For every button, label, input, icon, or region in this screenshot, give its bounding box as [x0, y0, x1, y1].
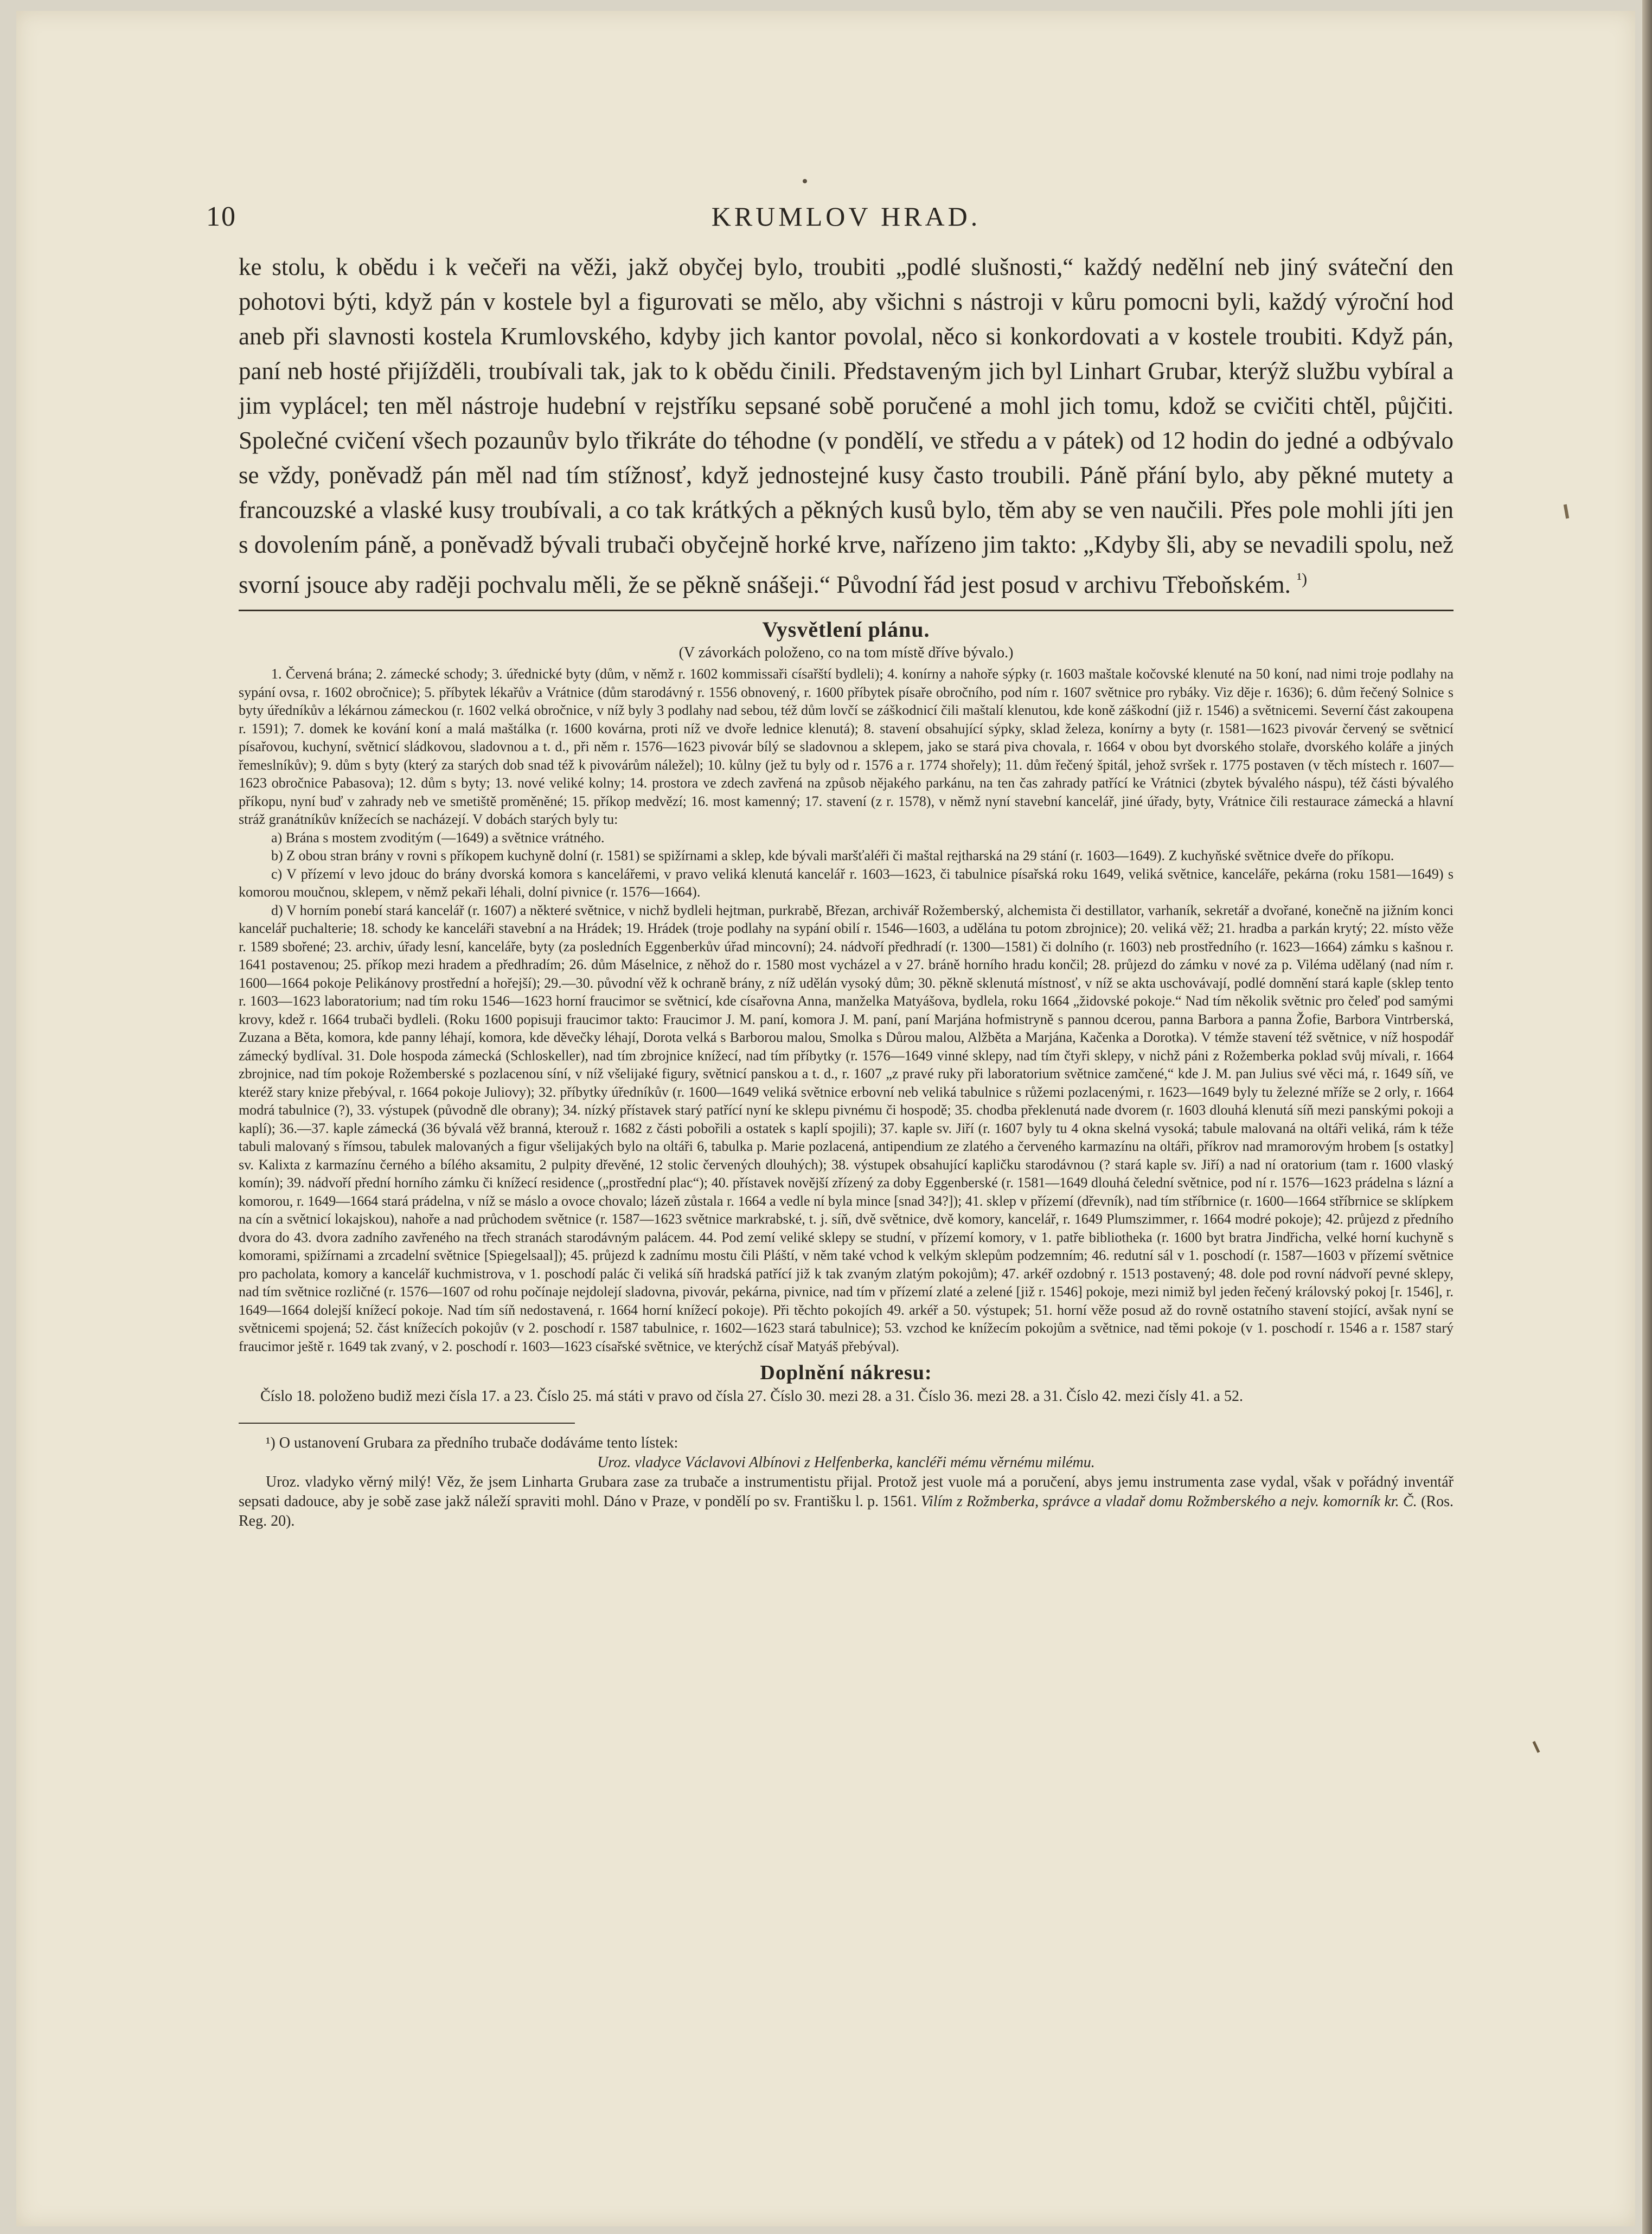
- running-title: KRUMLOV HRAD.: [711, 201, 981, 232]
- legend-paragraph: c) V přízemí v levo jdouc do brány dvorská komora s kancelářemi, v pravo veliká klenutá kancelář r. 1603—1623, či tabulnice písařská roku 1649, veliká světnice, kanceláře, pekárna (roku 1581—1649) s komorou moučnou, sklepem, v němž pekaři léhali, dolní pivnice (r. 1576—1664).: [239, 866, 1453, 900]
- footnote-salutation: Uroz. vladyce Václavovi Albínovi z Helfenberka, kancléři mému věrnému milému.: [597, 1454, 1095, 1471]
- ink-dot: [803, 179, 807, 183]
- plan-subtitle: (V závorkách položeno, co na tom místě dříve bývalo.): [678, 644, 1014, 661]
- page-number: 10: [206, 201, 236, 232]
- footnote: [239, 1433, 1453, 1531]
- footnote-body: [239, 1473, 1453, 1531]
- addendum-text: Číslo 18. položeno budiž mezi čísla 17. a 23. Číslo 25. má státi v pravo od čísla 27. Číslo 30. mezi 28. a 31. Číslo 36. mezi 28. a 31. Číslo 42. mezi čísly 41. a 52.: [260, 1388, 1243, 1405]
- footnote-intro: ¹) O ustanovení Grubara za předního trubače dodáváme tento lístek:: [266, 1435, 678, 1451]
- main-text: [239, 249, 1453, 602]
- footnote-source: (Ros. Reg. 20).: [239, 1493, 1453, 1529]
- legend-paragraph: d) V horním ponebí stará kancelář (r. 1607) a některé světnice, v nichž bydleli hejtman, purkrabě, Březan, archivář Rožemberský, alchemista či destillator, varhaník, sekretář a dvořané, konečně na jižním konci kancelář puchalterie; 18. schody ke kanceláři stavební a na Hrádek; 19. Hrádek (troje podlahy na sypání obilí r. 1546—1603, a udělána tu potom zbrojnice); 20. veliká věž; 21. hradba a parkán krytý; 22. místo věže r. 1589 sbořené; 23. archiv, úřady lesní, kanceláře, byty (za posledních Eggenberkův úřad mincovní); 24. nádvoří předhradí (r. 1300—1581) či dolního (r. 1603) neb prostředního (r. 1623—1664) zámku s kašnou r. 1641 postavenou; 25. příkop mezi hradem a předhradím; 26. dům Máselnice, z něhož do r. 1580 most vycházel a v 27. bráně horního hradu končil; 28. průjezd do zámku v nové za p. Viléma udělaný (nad ním r. 1600—1664 pokoje Pelikánovy prostřední a hořejší); 29.—30. původní věž k ochraně brány, z níž udělán vysoký dům; 30. pěkně sklenutá místnosť, v níž se akta uschovávají, podlé domnění stará kaple (sklep tento r. 1603—1623 laboratorium; nad tím roku 1546—1623 horní fraucimor se světnicí, kde císařovna Anna, manželka Matyášova, bydlela, roku 1664 „židovské pokoje.“ Nad tím několik světnic pro čeleď pod samými krovy, kdež r. 1664 trubači bydleli. (Roku 1600 popisuji fraucimor takto: Fraucimor J. M. paní, komora J. M. paní, paní Marjána hofmistryně s pannou dcerou, panna Barbora a panna Žofie, Barbora Vintrberská, Zuzana a Běta, komora, kde panny léhají, komora, kde děvečky léhají, Dorota velká s Barborou malou, Smolka s Důrou malou, Alžběta a Marjána, Kačenka a Dorotka). V témže stavení též světnice, v níž hospodář zámecký bydlíval. 31. Dole hospoda zámecká (Schloskeller), nad tím zbrojnice knížecí, nad tím příbytky (r. 1576—1649 vinné sklepy, nad tím čtyři sklepy, v nichž páni z Rožemberka poklad svůj mívali, r. 1664 zbrojnice, nad tím pokoje Rožemberské s pozlacenou síní, v níž všelijaké figury, světnicí panskou a t. d., r. 1607 „z pravé ruky při laboratorium světnice zamčené,“ kde J. M. pan Julius své věci má, r. 1649 síň, ve kteréž stary knize přebýval, r. 1664 pokoje Juliovy); 32. příbytky úředníkův (r. 1600—1649 veliká světnice erbovní neb veliká tabulnice s růžemi pozlacenými, r. 1623—1649 byly tu železné mříže se 2 orly, r. 1664 modrá tabulnice (?), 33. výstupek (původně dle obrany); 34. nízký přístavek starý patřící nyní ke sklepu pivnému či hospodě; 35. chodba překlenutá nade dvorem (r. 1603 dlouhá klenutá síň mezi panskými pokoji a kaplí); 36.—37. kaple zámecká (36 bývalá věž branná, kterouž r. 1682 z části pobořili a ostatek s kaplí spojili); 37. kaple sv. Jiří (r. 1607 byly tu 4 okna skelná vysoká; tabule malovaná na oltáři veliká, rám k téže tabuli malovaný s římsou, tabulek malovaných a figur všelijakých bylo na oltáři 6, tabulka p. Marie pozlacená, antipendium ze zlatého a červeného karmazínu na oltáři, příkrov nad mramorovým hrobem [s ostatky] sv. Kalixta z karmazínu černého a bílého aksamitu, 2 pulpity dřevěné, 12 stolic červených dlouhých); 38. výstupek obsahující kapličku starodávnou (? stará kaple sv. Jiří) a nad ní oratorium (tam r. 1600 vlaský komín); 39. nádvoří přední horního zámku či knížecí residence („prostřední plac“); 40. přístavek novější zřízený za doby Eggenberské (r. 1581—1649 dlouhá čelední světnice, pod ní r. 1576—1623 prádelna s lázní a komorou, r. 1649—1664 stará prádelna, v níž se máslo a ovoce chovalo; lázeň zůstala r. 1664 a vedle ní byla mince [snad 34?]); 41. sklep v přízemí (dřevník), nad tím stříbrnice (r. 1600—1664 stříbrnice se sklípkem na cín a světnicí lokajskou), nahoře a nad průchodem světnice (r. 1587—1623 světnice markrabské, t. j. síň, dvě světnice, dvě komory, kancelář, r. 1649 Plumszimmer, r. 1664 modré pokoje); 42. průjezd z předního dvora do 43. dvora zadního zavřeného na třech stranách starodávným palácem. 44. Pod zemí veliké sklepy se studní, v přízemí komory, v 1. patře bibliotheka (r. 1600 byt bratra Jindřicha, velké horní kuchyně s komorami, spižírnami a zrcadelní světnice [Spiegelsaal]); 45. průjezd k zadnímu mostu čili Pláští, v něm také vchod k velkým sklepům podzemním; 46. redutní sál v 1. poschodí (r. 1587—1603 v přízemí světnice pro pacholata, komory a kancelář kuchmistrova, v 1. poschodí palác či veliká síň hradská patřící již k tak zvaným zlatým pokojům); 47. arkéř ozdobný r. 1513 postavený; 48. dole pod rovní nádvoří pevné sklepy, nad tím světnice rozličné (r. 1576—1607 od rohu počínaje nejdolejí sladovna, pivovár, pekárna, pivnice, nad tím v přízemí zlaté a zelené [již r. 1546] pokoje, mezi nimiž byl jeden řečený královský pokoj [r. 1546], r. 1649—1664 dolejší knížecí pokoje. Nad tím síň nedostavená, r. 1664 horní knížecí pokoje). Při těchto pokojích 49. arkéř a 50. výstupek; 51. horní věže posud až do rovně ostatního stavení stojící, avšak nyní se světnicemi spojená; 52. část knížecích pokojův (v 2. poschodí r. 1587 tabulnice, r. 1602—1623 stará tabulnice); 53. vzchod ke knížecím pokojům a světnice, nad těmi pokoje (v 1. poschodí r. 1546 a r. 1587 starý fraucimor ještě r. 1649 tak zvaný, v 2. poschodí r. 1603—1623 císařské světnice, ve kterýchž císař Matyáš přebýval).: [239, 902, 1453, 1354]
- main-paragraph: ke stolu, k obědu i k večeři na věži, jakž obyčej bylo, troubiti „podlé slušnosti,“ každý nedělní neb jiný sváteční den pohotovi býti, když pán v kostele byl a figurovati se mělo, aby všichni s nástroji v kůru pomocni byli, každý výroční hod aneb při slavnosti kostela Krumlovského, kdyby jich kantor povolal, něco si konkordovati a v kostele troubiti. Když pán, paní neb hosté přijížděli, troubívali tak, jak to k obědu činili. Představeným jich byl Linhart Grubar, kterýž službu vybíral a jim vyplácel; ten měl nástroje hudební v rejstříku sepsané sobě poručené a mohl jich tomu, kdož se cvičiti chtěl, půjčiti. Společné cvičení všech pozaunův bylo třikráte do téhodne (v pondělí, ve středu a v pátek) od 12 hodin do jedné a odbývalo se vždy, poněvadž pán měl nad tím stížnosť, když jednostejné kusy často troubili. Páně přání bylo, aby pěkné mutety a francouzské a vlaské kusy troubívali, a co tak krátkých a pěkných kusů bylo, těm aby se ven naučili. Přes pole mohli jíti jen s dovolením páně, a poněvadž bývali trubači obyčejně horké krve, nařízeno jim takto: „Kdyby šli, aby se nevadili spolu, než svorní jsouce aby raději pochvalu měli, že se pěkně snášeji.“ Původní řád jest posud v archivu Třeboňském.: [239, 253, 1453, 598]
- plan-legend: [239, 665, 1453, 1355]
- book-edge: [1642, 0, 1652, 2234]
- legend-paragraph: a) Brána s mostem zvoditým (—1649) a světnice vrátného.: [271, 829, 605, 846]
- running-header: [206, 201, 1453, 239]
- page-content: [206, 201, 1453, 1531]
- addendum-heading: Doplnění nákresu:: [760, 1361, 932, 1384]
- plan-heading: Vysvětlení plánu.: [762, 617, 930, 642]
- section-divider: [239, 610, 1453, 611]
- footnote-reference: ¹): [1297, 570, 1308, 588]
- footnote-signature: Vilím z Rožmberka, správce a vladař domu Rožmberského a nejv. komorník kr. Č.: [920, 1493, 1417, 1510]
- legend-paragraph: b) Z obou stran brány v rovni s příkopem kuchyně dolní (r. 1581) se spižírnami a sklep, kde bývali maršťaléři či maštal rejtharská na 29 stání (r. 1603—1649). Z kuchyňské světnice dveře do příkopu.: [271, 848, 1394, 863]
- footnote-letter: Uroz. vladyko věrný milý! Věz, že jsem Linharta Grubara zase za trubače a instrumentistu přijal. Protož jest vuole má a poručení, abys jemu instrumenta zase vydal, však v pořádný inventář sepsati dadouce, aby je sobě zase jakž náleží spraviti mohl. Dáno v Praze, v pondělí po sv. Františku l. p. 1561.: [239, 1474, 1453, 1510]
- legend-paragraph: 1. Červená brána; 2. zámecké schody; 3. úřednické byty (dům, v němž r. 1602 kommissaři císařští bydleli); 4. konírny a nahoře sýpky (r. 1603 maštale kočovské klenuté na 50 koní, nad nimi troje podlahy na sypání ovsa, r. 1602 obročnice); 5. příbytek lékařův a Vrátnice (dům starodávný r. 1556 obnovený, r. 1600 příbytek písaře obročního, pod ním r. 1607 světnice pro rybáky. Viz děje r. 1636); 6. dům řečený Solnice s byty úředníkův a lékárnou zámeckou (r. 1602 velká obročnice, v níž byly 3 podlahy nad sebou, též dům lovčí se záškodnicí čili maštalí klenutou, kde koně záškodní (již r. 1546) a světnicemi. Severní část zakoupena r. 1591); 7. domek ke kování koní a malá maštálka (r. 1600 kovárna, proti níž ve dvoře lednice klenutá); 8. stavení obsahující sýpky, sklad železa, konírny a byty (r. 1581—1623 pivovár červený se světnicí písařovou, kuchyní, světnicí sládkovou, sladovnou a t. d., při něm r. 1576—1623 pivovár bílý se sladovnou a sklepem, jako se stará piva chovala, r. 1664 v obou byt dvorského stolaře, dvorského koláře a jiných řemeslníkův); 9. dům s byty (který za starých dob snad též k pivovárům náležel); 10. kůlny (jež tu byly od r. 1576 a r. 1774 shořely); 11. dům řečený špitál, jehož svršek r. 1775 postaven (v těch místech r. 1607—1623 obročnice Pabasova); 12. dům s byty; 13. nové veliké kolny; 14. prostora ve zdech zavřená na způsob nějakého parkánu, na ten čas zahrady patřící ke Vrátnici (zbytek bývalého náspu), též části bývalého příkopu, nyní buď v zahrady neb ve smetiště proměněné; 15. příkop medvězí; 16. most kamenný; 17. stavení (z r. 1578), v němž nyní stavební kancelář, jiné úřady, byty, Vrátnice čili restaurace zámecká a hlavní stráž granátníkův knížecích se nacházejí. V dobách starých byly tu:: [239, 666, 1453, 827]
- footnote-divider: [239, 1423, 575, 1424]
